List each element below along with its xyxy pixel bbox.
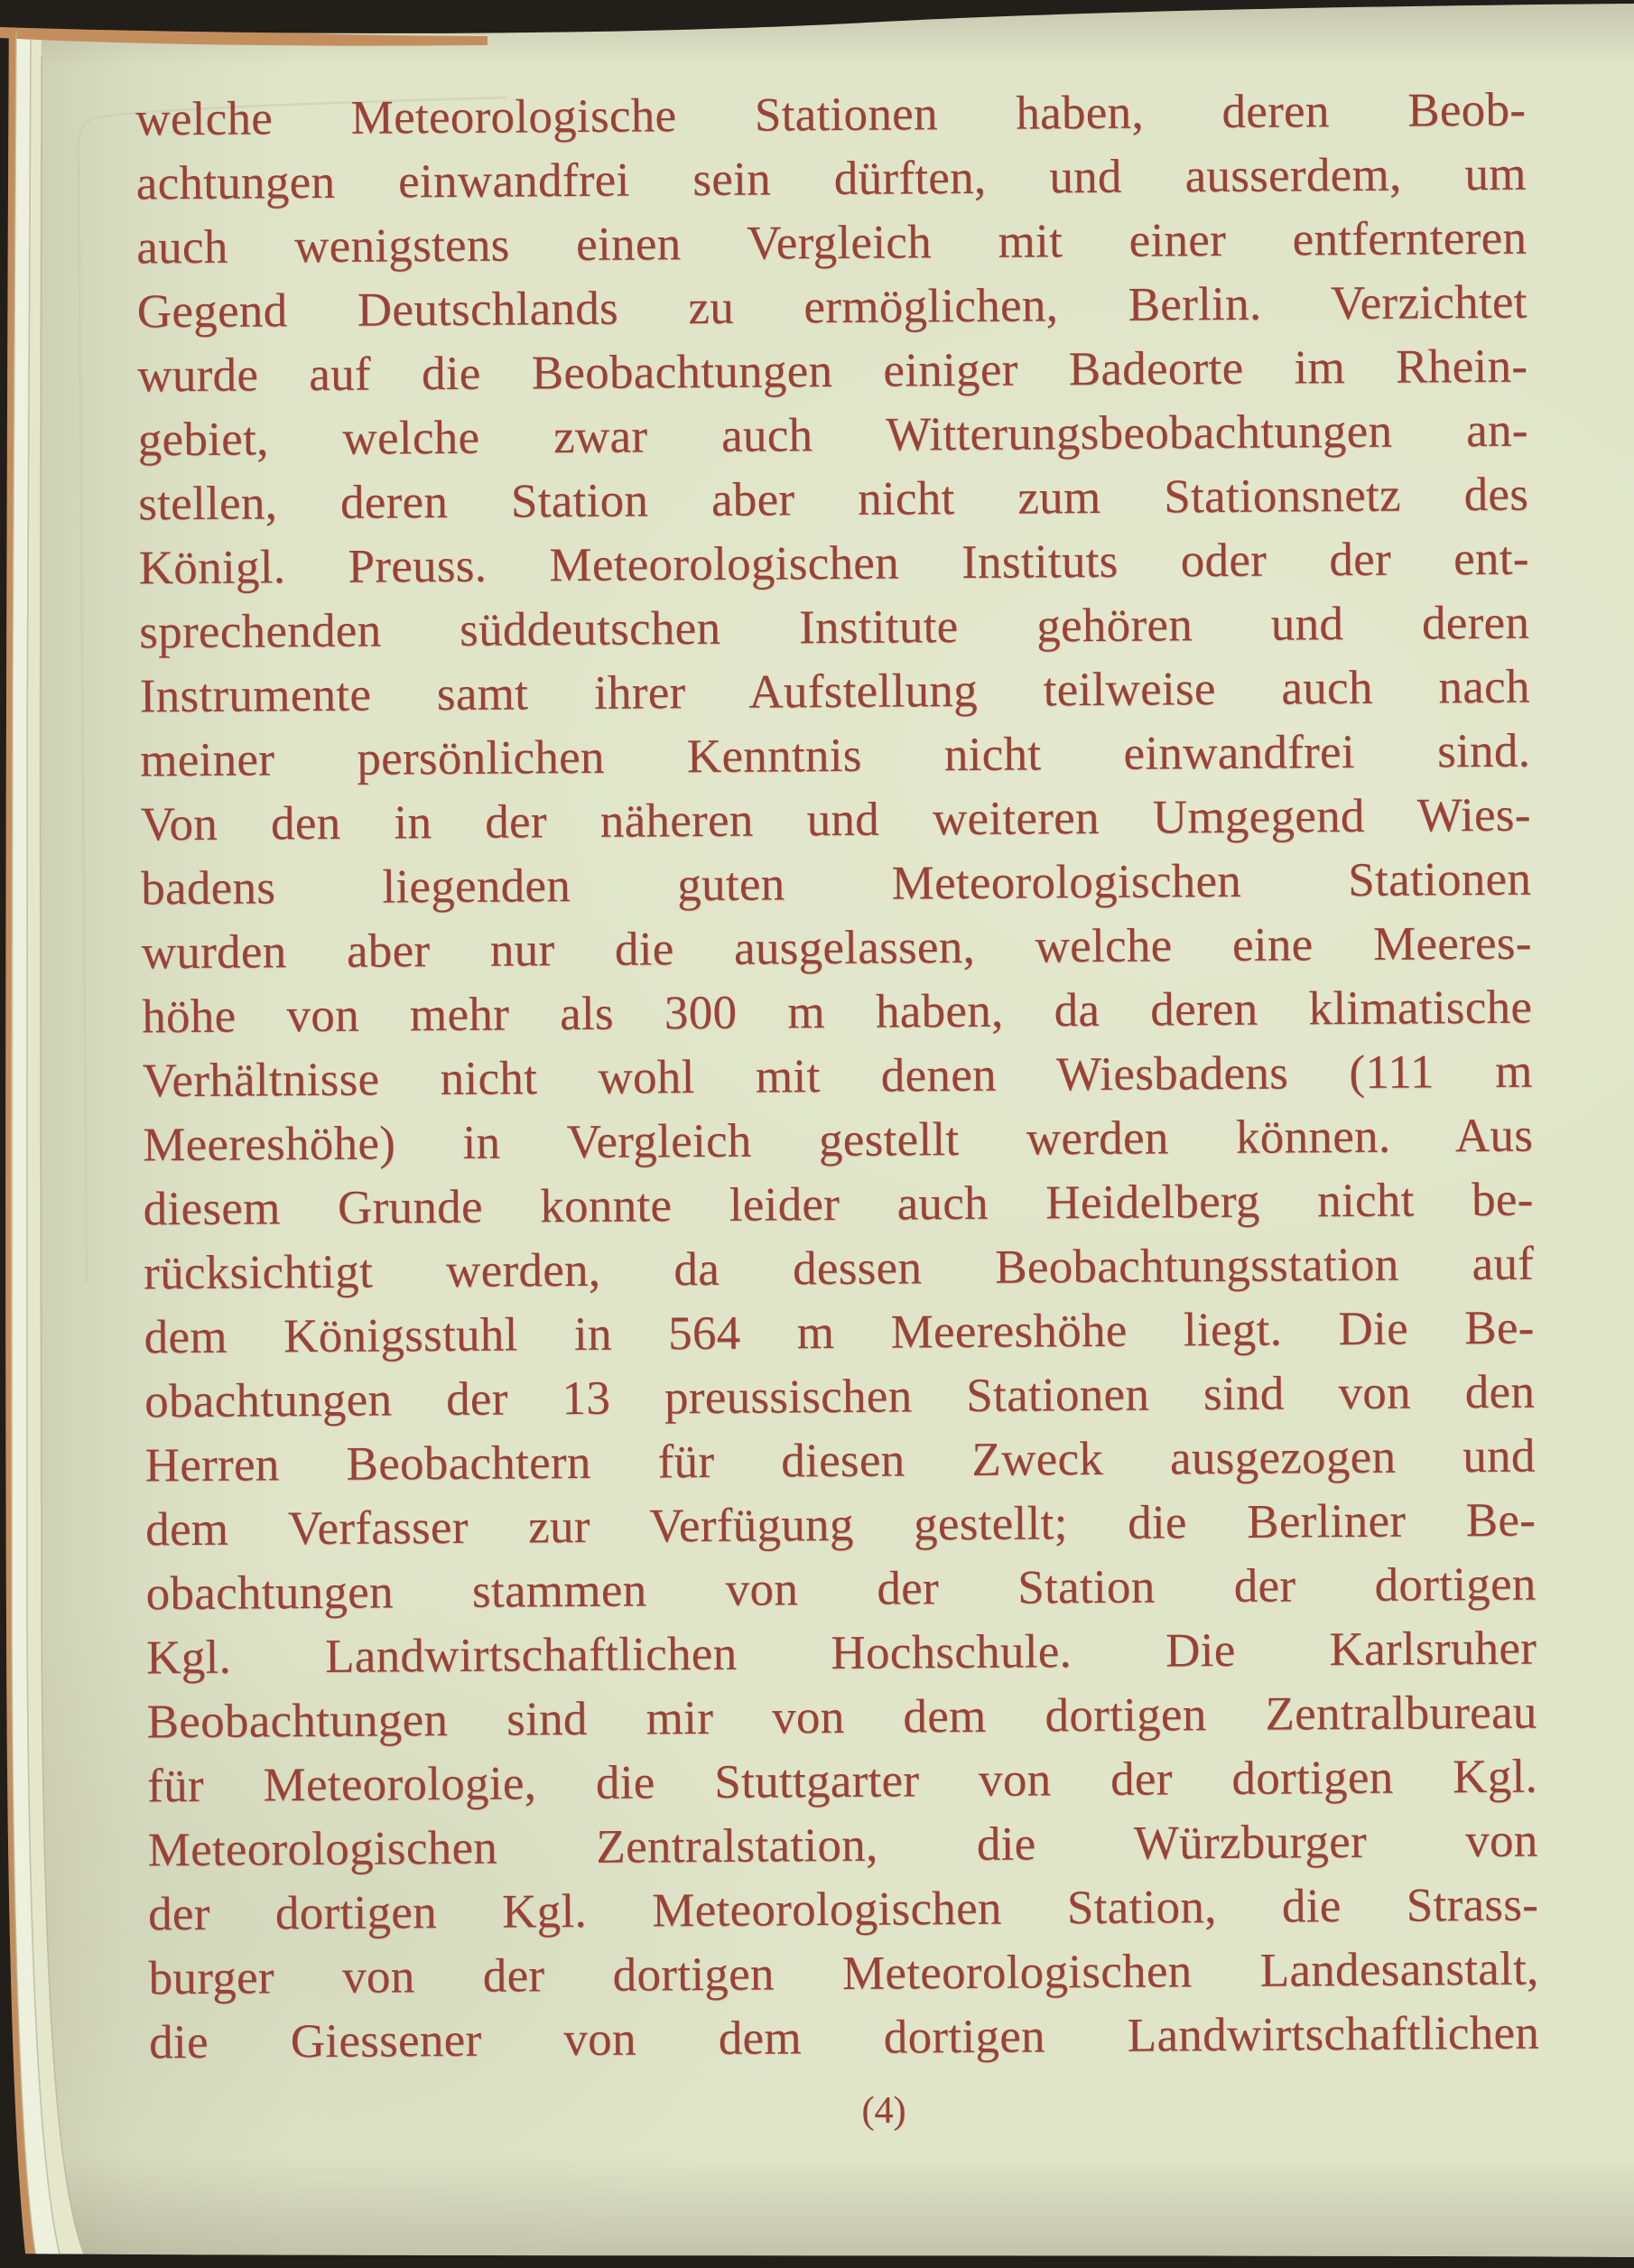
text-line: wurde auf die Beobachtungen einiger Badeorte im Rhein- [137, 339, 1528, 403]
text-line: gebiet, welche zwar auch Witterungsbeobachtungen an- [137, 404, 1528, 467]
text-line: auch wenigstens einen Vergleich mit einer entfernteren [136, 211, 1527, 274]
text-line: badens liegenden guten Meteorologischen Stationen [141, 852, 1532, 916]
text-line: rücksichtigt werden, da dessen Beobachtungsstation auf [143, 1237, 1535, 1300]
text-line: Königl. Preuss. Meteorologischen Instituts oder der ent- [138, 532, 1529, 595]
text-line: obachtungen stammen von der Station der dortigen [145, 1557, 1537, 1621]
page-body-text [135, 79, 1539, 2076]
text-line: achtungen einwandfrei sein dürften, und ausserdem, um [135, 147, 1527, 210]
text-line: dem Verfasser zur Verfügung gestellt; die Berliner Be- [144, 1493, 1537, 1557]
text-line: für Meteorologie, die Stuttgarter von der dortigen Kgl. [146, 1750, 1538, 1813]
text-line: höhe von mehr als 300 m haben, da deren klimatische [142, 981, 1533, 1044]
text-line: die Giessener von dem dortigen Landwirtschaftlichen [148, 2006, 1540, 2069]
text-line: Herren Beobachtern für diesen Zweck ausgezogen und [144, 1429, 1536, 1492]
text-line: dem Königsstuhl in 564 m Meereshöhe liegt. Die Be- [144, 1301, 1535, 1364]
page-number: (4) [861, 2090, 906, 2132]
text-line: Meereshöhe) in Vergleich gestellt werden können. Aus [142, 1109, 1534, 1172]
text-line: meiner persönlichen Kenntnis nicht einwandfrei sind. [140, 724, 1531, 787]
text-line: Kgl. Landwirtschaftlichen Hochschule. Die Karlsruher [145, 1622, 1537, 1685]
text-line: der dortigen Kgl. Meteorologischen Station, die Strass- [147, 1878, 1539, 1941]
text-line: welche Meteorologische Stationen haben, deren Beob- [135, 83, 1527, 146]
text-line: Gegend Deutschlands zu ermöglichen, Berlin. Verzichtet [136, 275, 1527, 339]
text-line: Instrumente samt ihrer Aufstellung teilweise auch nach [139, 660, 1530, 723]
text-line: wurden aber nur die ausgelassen, welche eine Meeres- [141, 916, 1532, 980]
text-line: diesem Grunde konnte leider auch Heidelberg nicht be- [143, 1173, 1534, 1236]
text-line: Von den in der näheren und weiteren Umgegend Wies- [140, 788, 1531, 851]
text-line: Verhältnisse nicht wohl mit denen Wiesbadens (111 m [142, 1045, 1533, 1108]
text-line: Beobachtungen sind mir von dem dortigen Zentralbureau [146, 1686, 1537, 1749]
text-line: Meteorologischen Zentralstation, die Würzburger von [147, 1814, 1538, 1877]
text-line: stellen, deren Station aber nicht zum Stationsnetz des [138, 468, 1529, 531]
text-line: obachtungen der 13 preussischen Stationen sind von den [144, 1365, 1536, 1428]
text-line: burger von der dortigen Meteorologischen Landesanstalt, [148, 1942, 1539, 2005]
text-line: sprechenden süddeutschen Institute gehören und deren [139, 596, 1530, 659]
